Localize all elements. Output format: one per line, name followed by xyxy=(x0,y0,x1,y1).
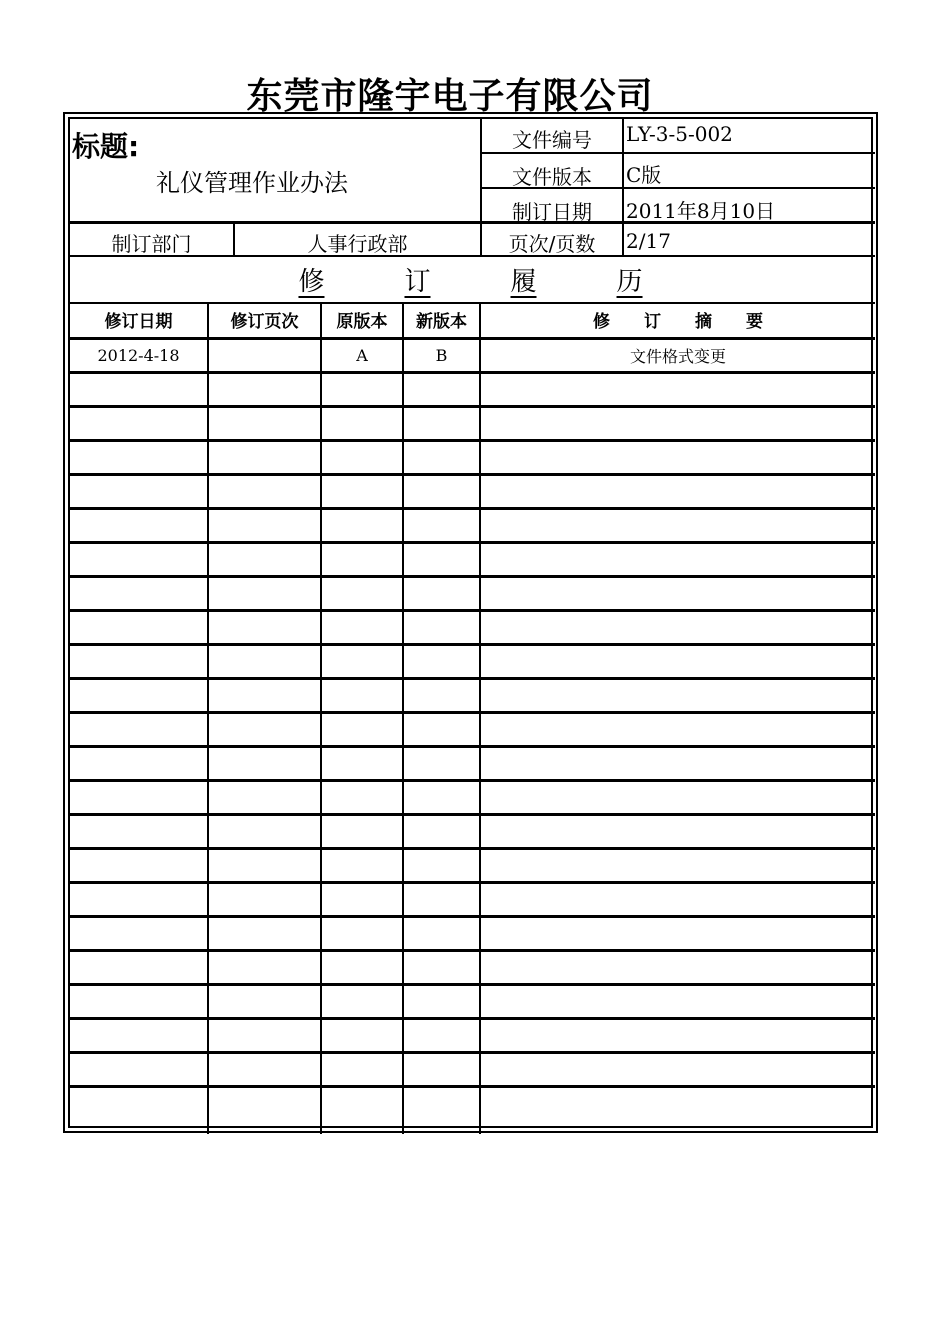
doc-no-label: 文件编号 xyxy=(512,128,592,152)
table-row xyxy=(70,712,875,746)
empty-cell xyxy=(70,1018,208,1052)
empty-cell xyxy=(480,814,875,848)
empty-cell xyxy=(403,440,480,474)
history-title-char: 修 xyxy=(298,267,325,297)
history-title-char: 履 xyxy=(510,267,537,297)
column-header: 新版本 xyxy=(403,303,480,338)
empty-cell xyxy=(321,474,403,508)
doc-no-value: LY-3-5-002 xyxy=(626,122,733,146)
empty-cell xyxy=(321,508,403,542)
empty-cell xyxy=(480,1052,875,1086)
empty-cell xyxy=(480,1018,875,1052)
empty-cell xyxy=(208,440,321,474)
table-row xyxy=(70,950,875,984)
empty-cell xyxy=(208,406,321,440)
empty-cell xyxy=(70,882,208,916)
empty-cell xyxy=(480,882,875,916)
empty-cell xyxy=(321,780,403,814)
empty-cell xyxy=(70,678,208,712)
empty-cell xyxy=(208,1018,321,1052)
empty-cell xyxy=(403,780,480,814)
empty-cell xyxy=(480,950,875,984)
empty-cell xyxy=(403,508,480,542)
empty-cell xyxy=(208,950,321,984)
empty-cell xyxy=(70,576,208,610)
empty-cell xyxy=(403,678,480,712)
table-row xyxy=(70,610,875,644)
table-row xyxy=(70,644,875,678)
empty-cell xyxy=(403,882,480,916)
empty-cell xyxy=(70,746,208,780)
empty-cell xyxy=(321,848,403,882)
table-row xyxy=(70,474,875,508)
empty-cell xyxy=(208,1086,321,1134)
empty-cell xyxy=(208,542,321,576)
dept-label: 制订部门 xyxy=(111,232,192,256)
empty-cell xyxy=(321,440,403,474)
empty-cell xyxy=(70,712,208,746)
empty-cell xyxy=(208,610,321,644)
history-title-char: 历 xyxy=(616,267,643,297)
revision-date-cell: 2012-4-18 xyxy=(70,338,208,372)
document-body xyxy=(68,117,873,1128)
empty-cell xyxy=(321,678,403,712)
empty-cell xyxy=(480,372,875,406)
page-value: 2/17 xyxy=(626,229,671,253)
table-row xyxy=(70,508,875,542)
empty-cell xyxy=(70,406,208,440)
empty-cell xyxy=(321,576,403,610)
empty-cell xyxy=(70,848,208,882)
empty-cell xyxy=(70,780,208,814)
empty-cell xyxy=(480,644,875,678)
version-value: C版 xyxy=(626,163,662,187)
empty-cell xyxy=(321,610,403,644)
empty-cell xyxy=(208,644,321,678)
table-row xyxy=(70,372,875,406)
empty-cell xyxy=(403,1052,480,1086)
empty-cell xyxy=(70,440,208,474)
empty-cell xyxy=(321,372,403,406)
page-label: 页次/页数 xyxy=(508,232,596,256)
empty-cell xyxy=(208,848,321,882)
empty-cell xyxy=(70,610,208,644)
new-version-cell: B xyxy=(403,338,480,372)
empty-cell xyxy=(208,780,321,814)
table-row xyxy=(70,814,875,848)
empty-cell xyxy=(403,984,480,1018)
empty-cell xyxy=(208,576,321,610)
history-title-char: 订 xyxy=(404,267,431,297)
empty-cell xyxy=(403,610,480,644)
empty-cell xyxy=(480,1086,875,1134)
empty-cell xyxy=(208,916,321,950)
empty-cell xyxy=(321,950,403,984)
empty-cell xyxy=(403,542,480,576)
date-label: 制订日期 xyxy=(512,200,592,224)
empty-cell xyxy=(480,610,875,644)
empty-cell xyxy=(70,984,208,1018)
empty-cell xyxy=(480,508,875,542)
empty-cell xyxy=(480,440,875,474)
empty-cell xyxy=(480,746,875,780)
empty-cell xyxy=(403,1018,480,1052)
empty-cell xyxy=(70,644,208,678)
table-row xyxy=(70,440,875,474)
empty-cell xyxy=(208,372,321,406)
empty-cell xyxy=(70,950,208,984)
empty-cell xyxy=(403,712,480,746)
table-row xyxy=(70,848,875,882)
revision-table-header xyxy=(70,303,875,338)
empty-cell xyxy=(403,814,480,848)
column-header: 修订页次 xyxy=(208,303,321,338)
table-row xyxy=(70,338,875,372)
revision-summary-cell: 文件格式变更 xyxy=(480,338,875,372)
empty-cell xyxy=(321,1052,403,1086)
table-row xyxy=(70,1086,875,1134)
empty-cell xyxy=(208,746,321,780)
empty-cell xyxy=(321,542,403,576)
table-row xyxy=(70,1018,875,1052)
empty-cell xyxy=(480,576,875,610)
empty-cell xyxy=(321,644,403,678)
empty-cell xyxy=(208,814,321,848)
empty-cell xyxy=(403,950,480,984)
table-row xyxy=(70,984,875,1018)
empty-cell xyxy=(480,678,875,712)
empty-cell xyxy=(208,882,321,916)
table-row xyxy=(70,1052,875,1086)
empty-cell xyxy=(403,474,480,508)
empty-cell xyxy=(480,984,875,1018)
empty-cell xyxy=(403,848,480,882)
table-row xyxy=(70,576,875,610)
table-row xyxy=(70,780,875,814)
empty-cell xyxy=(403,406,480,440)
column-header: 原版本 xyxy=(321,303,403,338)
empty-cell xyxy=(480,474,875,508)
empty-cell xyxy=(70,474,208,508)
empty-cell xyxy=(403,916,480,950)
empty-cell xyxy=(70,1052,208,1086)
table-row xyxy=(70,406,875,440)
document-title: 礼仪管理作业办法 xyxy=(156,169,348,197)
empty-cell xyxy=(403,746,480,780)
empty-cell xyxy=(321,746,403,780)
empty-cell xyxy=(321,984,403,1018)
empty-cell xyxy=(208,474,321,508)
old-version-cell: A xyxy=(321,338,403,372)
empty-cell xyxy=(321,882,403,916)
empty-cell xyxy=(70,1086,208,1134)
revision-table xyxy=(70,303,875,1134)
table-row xyxy=(70,542,875,576)
date-value: 2011年8月10日 xyxy=(626,199,776,223)
empty-cell xyxy=(403,644,480,678)
empty-cell xyxy=(208,1052,321,1086)
document-frame xyxy=(63,112,878,1133)
revision-history-title xyxy=(70,261,871,298)
column-header: 修订日期 xyxy=(70,303,208,338)
empty-cell xyxy=(70,508,208,542)
empty-cell xyxy=(480,406,875,440)
empty-cell xyxy=(403,372,480,406)
empty-cell xyxy=(208,984,321,1018)
version-label: 文件版本 xyxy=(512,165,592,189)
empty-cell xyxy=(208,678,321,712)
empty-cell xyxy=(403,1086,480,1134)
table-row xyxy=(70,678,875,712)
table-row xyxy=(70,746,875,780)
empty-cell xyxy=(208,508,321,542)
table-row xyxy=(70,916,875,950)
empty-cell xyxy=(70,372,208,406)
empty-cell xyxy=(321,712,403,746)
empty-cell xyxy=(321,1018,403,1052)
revision-page-cell xyxy=(208,338,321,372)
title-label: 标题: xyxy=(72,130,140,163)
column-header: 修 订 摘 要 xyxy=(480,303,875,338)
empty-cell xyxy=(70,916,208,950)
empty-cell xyxy=(321,916,403,950)
empty-cell xyxy=(70,814,208,848)
empty-cell xyxy=(480,712,875,746)
empty-cell xyxy=(403,576,480,610)
empty-cell xyxy=(321,1086,403,1134)
empty-cell xyxy=(480,848,875,882)
empty-cell xyxy=(480,542,875,576)
empty-cell xyxy=(70,542,208,576)
empty-cell xyxy=(208,712,321,746)
table-row xyxy=(70,882,875,916)
empty-cell xyxy=(480,780,875,814)
empty-cell xyxy=(321,406,403,440)
empty-cell xyxy=(321,814,403,848)
empty-cell xyxy=(480,916,875,950)
company-name: 东莞市隆宇电子有限公司 xyxy=(246,76,654,117)
dept-value: 人事行政部 xyxy=(307,232,408,256)
